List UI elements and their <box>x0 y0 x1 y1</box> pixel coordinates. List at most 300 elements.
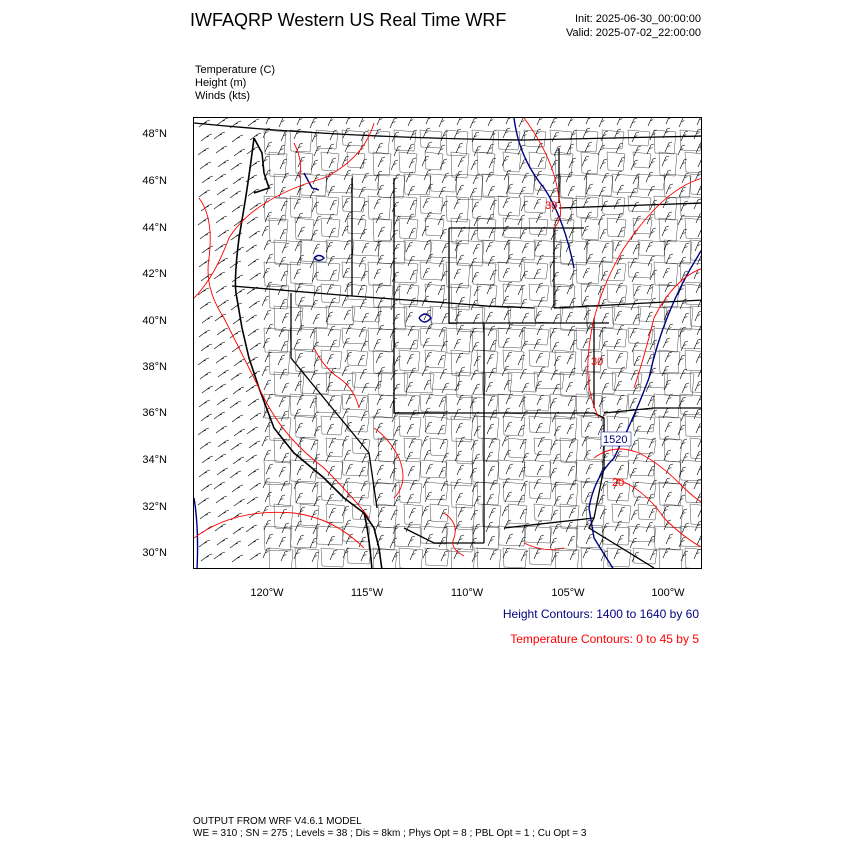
wind-barb <box>522 173 529 183</box>
wind-barb <box>662 436 669 446</box>
wind-barb <box>663 338 670 348</box>
wind-barb <box>550 538 557 548</box>
wind-barb <box>265 492 272 502</box>
wind-barb <box>648 186 655 196</box>
wind-barb <box>490 410 497 420</box>
wind-barb <box>424 380 431 390</box>
wind-barb <box>344 450 351 460</box>
wind-barb <box>345 212 352 222</box>
wind-barb <box>294 339 301 349</box>
wind-barb <box>328 186 335 196</box>
wind-barb <box>343 268 350 278</box>
wind-barb <box>265 352 272 362</box>
county-outline <box>290 196 313 218</box>
county-outline <box>612 174 639 193</box>
county-outline <box>274 372 304 397</box>
county-outline <box>295 416 317 438</box>
wind-barb <box>423 338 430 348</box>
wind-barb <box>232 485 243 492</box>
county-outline <box>420 196 443 214</box>
wind-barb <box>246 385 257 392</box>
wind-barb <box>678 215 685 225</box>
wind-barb <box>408 466 415 476</box>
wind-barb <box>567 494 574 504</box>
wind-barb <box>695 381 702 391</box>
wind-barb <box>630 328 637 338</box>
wind-barb <box>617 325 624 335</box>
wind-barb <box>249 231 260 238</box>
wind-barb <box>200 232 211 239</box>
wind-barb <box>199 400 210 407</box>
wind-barb <box>583 268 590 278</box>
wind-barb <box>502 436 509 446</box>
wind-barb <box>536 353 543 363</box>
wind-barb <box>247 427 258 434</box>
county-outline <box>300 438 318 460</box>
wind-barb <box>358 285 365 295</box>
wind-barb <box>328 466 335 476</box>
wind-barb <box>390 118 397 128</box>
wind-barb <box>567 214 574 224</box>
wind-barb <box>314 146 321 156</box>
wind-barb <box>215 174 226 181</box>
wind-barb <box>602 313 609 323</box>
wind-barb <box>602 243 609 253</box>
wind-barb <box>536 283 543 293</box>
wind-barb <box>678 425 685 435</box>
wind-barb <box>568 326 575 336</box>
wind-barb <box>217 538 228 545</box>
wind-barb <box>585 422 592 432</box>
wind-barb <box>665 352 672 362</box>
wind-barb <box>630 398 637 408</box>
wind-barb <box>696 283 702 293</box>
wind-barb <box>358 495 365 505</box>
wind-barb <box>617 465 624 475</box>
wind-barb <box>233 177 244 184</box>
county-outline <box>264 196 287 221</box>
wind-barb <box>663 198 670 208</box>
wind-barb <box>505 282 512 292</box>
lon-label: 120°W <box>250 587 284 599</box>
wind-barb <box>630 258 637 268</box>
wind-barb <box>406 452 413 462</box>
county-outline <box>290 262 314 284</box>
county-outline <box>524 328 549 345</box>
wind-barb <box>473 454 480 464</box>
wind-barb <box>410 340 417 350</box>
wind-barb <box>486 242 493 252</box>
wind-barb <box>248 399 259 406</box>
county-outline <box>430 438 448 456</box>
wind-barb <box>391 440 398 450</box>
wind-barb <box>329 438 336 448</box>
wind-barb <box>602 383 609 393</box>
wind-barb <box>568 186 575 196</box>
wind-barb <box>266 324 273 334</box>
wind-barb <box>488 466 495 476</box>
wind-barb <box>346 324 353 334</box>
wind-barb <box>585 212 592 222</box>
county-outline <box>534 174 561 191</box>
wind-barb <box>361 551 368 561</box>
wind-barb <box>439 467 446 477</box>
wind-barb <box>377 465 384 475</box>
wind-barb <box>617 535 624 545</box>
county-outline <box>399 482 422 503</box>
county-outline <box>295 548 319 569</box>
county-outline <box>628 196 651 212</box>
wind-barb <box>618 297 625 307</box>
county-outline <box>430 306 459 324</box>
wind-barb <box>681 411 688 421</box>
wind-barb <box>424 520 431 530</box>
wind-barb <box>439 257 446 267</box>
wind-barb <box>346 394 353 404</box>
wind-barb <box>326 382 333 392</box>
wind-barb <box>442 313 449 323</box>
wind-barb <box>697 395 702 405</box>
wind-barb <box>199 540 210 547</box>
county-outline <box>550 460 577 485</box>
county-outline <box>404 438 422 459</box>
wind-barb <box>535 451 542 461</box>
county-outline <box>508 372 538 392</box>
wind-barb <box>265 142 272 152</box>
county-outline <box>477 152 495 175</box>
wind-barb <box>250 553 261 560</box>
wind-barb <box>521 341 528 351</box>
wind-barb <box>410 270 417 280</box>
lon-label: 110°W <box>450 587 484 599</box>
wind-barb <box>282 243 289 253</box>
wind-barb <box>201 134 212 141</box>
wind-barb <box>231 373 242 380</box>
county-outline <box>368 526 396 550</box>
wind-barb <box>327 284 334 294</box>
model-config: WE = 310 ; SN = 275 ; Levels = 38 ; Dis = 8km ; Phys Opt = 8 ; PBL Opt = 1 ; Cu Opt = 3 <box>193 828 587 839</box>
county-outline <box>368 394 394 418</box>
temperature-contours <box>194 118 702 556</box>
county-outline <box>352 240 380 256</box>
wind-barb <box>361 481 368 491</box>
wind-barb <box>458 507 465 517</box>
wind-barb <box>666 184 673 194</box>
wind-barb <box>423 548 430 558</box>
wind-barb <box>198 358 209 365</box>
wind-barb <box>698 157 702 167</box>
wind-barb <box>586 464 593 474</box>
wind-barb <box>602 173 609 183</box>
county-outline <box>680 262 702 283</box>
wind-barb <box>234 149 245 156</box>
wind-barb <box>278 215 285 225</box>
county-boundaries <box>264 130 702 569</box>
wind-barb <box>217 188 228 195</box>
wind-barb <box>488 396 495 406</box>
wind-barb <box>215 454 226 461</box>
wind-barb <box>327 424 334 434</box>
wind-barb <box>616 213 623 223</box>
wind-barb <box>646 172 653 182</box>
county-outline <box>347 548 371 564</box>
wind-barb <box>631 300 638 310</box>
wind-barb <box>248 469 259 476</box>
county-outline <box>586 372 616 394</box>
wind-barb <box>215 314 226 321</box>
wind-barb <box>471 370 478 380</box>
wind-barb <box>280 509 287 519</box>
wind-barb <box>665 282 672 292</box>
wind-barb <box>474 146 481 156</box>
wind-barb <box>378 507 385 517</box>
wind-barb <box>551 510 558 520</box>
wind-barb <box>248 329 259 336</box>
wind-barb <box>682 383 689 393</box>
wind-barb <box>568 396 575 406</box>
wind-barb <box>246 455 257 462</box>
county-outline <box>482 438 500 461</box>
wind-barb <box>343 198 350 208</box>
county-outline <box>685 482 702 503</box>
county-outline <box>503 548 527 568</box>
wind-barb <box>217 398 228 405</box>
lat-label: 30°N <box>142 547 167 559</box>
wind-barb <box>454 339 461 349</box>
wind-barb <box>457 395 464 405</box>
county-outline <box>560 438 578 463</box>
wind-barb <box>698 367 702 377</box>
field-height: Height (m) <box>195 77 247 89</box>
wind-barb <box>201 414 212 421</box>
wind-barb <box>518 355 525 365</box>
county-outline <box>373 284 393 308</box>
wind-barb <box>534 479 541 489</box>
wind-barb <box>374 479 381 489</box>
wind-barb <box>536 143 543 153</box>
wind-barb <box>202 386 213 393</box>
county-outline <box>477 350 498 373</box>
wind-barb <box>519 187 526 197</box>
wind-barb <box>472 202 479 212</box>
county-outline <box>685 416 702 437</box>
wind-barb <box>264 310 271 320</box>
county-outline <box>352 174 379 190</box>
wind-barb <box>616 493 623 503</box>
wind-barb <box>487 424 494 434</box>
wind-barb <box>311 300 318 310</box>
county-outline <box>394 394 420 415</box>
county-outline <box>420 130 442 148</box>
wind-barb <box>487 144 494 154</box>
wind-barb <box>346 464 353 474</box>
county-outline <box>659 482 682 506</box>
wind-barb <box>406 312 413 322</box>
county-outline <box>472 526 500 549</box>
wind-barb <box>438 355 445 365</box>
wind-barb <box>567 424 574 434</box>
wind-barb <box>392 272 399 282</box>
wind-barb <box>314 496 321 506</box>
wind-barb <box>214 132 225 139</box>
county-outline <box>477 482 500 505</box>
wind-barb <box>376 213 383 223</box>
wind-barb <box>679 537 686 547</box>
wind-barb <box>377 395 384 405</box>
wind-barb <box>697 465 702 475</box>
wind-barb <box>648 466 655 476</box>
county-outline <box>368 328 393 352</box>
county-outline <box>420 460 447 478</box>
county-outline <box>602 328 627 347</box>
wind-barb <box>505 142 512 152</box>
wind-barb <box>249 441 260 448</box>
wind-barb <box>694 129 701 139</box>
lat-label: 38°N <box>142 361 167 373</box>
wind-barb <box>602 453 609 463</box>
wind-barb <box>378 227 385 237</box>
wind-barb <box>281 341 288 351</box>
wind-barb <box>216 496 227 503</box>
wind-barb <box>344 310 351 320</box>
wind-barb <box>438 425 445 435</box>
wind-barb <box>631 230 638 240</box>
wind-barb <box>410 480 417 490</box>
wind-barb <box>522 243 529 253</box>
wind-barb <box>664 170 671 180</box>
wind-barb <box>634 216 641 226</box>
wind-barb <box>570 200 577 210</box>
wind-barb <box>246 245 257 252</box>
wind-barb <box>376 353 383 363</box>
county-outline <box>498 526 526 546</box>
wind-barb <box>648 536 655 546</box>
wind-barb <box>618 507 625 517</box>
county-outline <box>300 306 329 328</box>
wind-barb <box>344 520 351 530</box>
wind-barb <box>679 118 686 127</box>
wind-barb <box>374 269 381 279</box>
county-outline <box>638 504 657 520</box>
wind-barb <box>342 506 349 516</box>
wind-barb <box>614 199 621 209</box>
wind-barb <box>233 527 244 534</box>
county-outline <box>524 130 546 147</box>
county-outline <box>477 548 501 569</box>
wind-barb <box>666 118 673 124</box>
wind-barb <box>472 482 479 492</box>
wind-barb <box>600 229 607 239</box>
county-outline <box>654 526 682 550</box>
wind-barb <box>297 118 304 125</box>
wind-barb <box>422 366 429 376</box>
wind-barb <box>650 410 657 420</box>
chart-title: IWFAQRP Western US Real Time WRF <box>190 10 507 30</box>
wind-barb <box>279 397 286 407</box>
wind-barb <box>247 217 258 224</box>
wind-barb <box>230 471 241 478</box>
wind-barb <box>695 311 702 321</box>
wind-barb <box>392 202 399 212</box>
county-outline <box>425 482 448 500</box>
wind-barb <box>233 457 244 464</box>
wind-barb <box>455 521 462 531</box>
wind-barb <box>472 552 479 562</box>
wind-barb <box>630 468 637 478</box>
county-outline <box>690 438 702 459</box>
wind-barb <box>570 410 577 420</box>
wind-barb <box>296 213 303 223</box>
county-outline <box>633 416 655 432</box>
wind-barb <box>536 213 543 223</box>
wind-barb <box>424 450 431 460</box>
wind-barb <box>327 494 334 504</box>
wind-barb <box>681 201 688 211</box>
wind-barb <box>409 438 416 448</box>
wind-barb <box>488 186 495 196</box>
wind-barb <box>439 118 446 127</box>
wind-barb <box>262 296 269 306</box>
wind-barb <box>665 142 672 152</box>
wind-barb <box>538 297 545 307</box>
lat-label: 42°N <box>142 268 167 280</box>
wind-barb <box>278 495 285 505</box>
county-outline <box>399 416 421 437</box>
wind-barb <box>391 510 398 520</box>
wind-barb <box>552 132 559 142</box>
wind-barb <box>537 118 544 125</box>
wind-barb <box>662 506 669 516</box>
wind-barb <box>280 299 287 309</box>
wind-barb <box>599 118 606 127</box>
wind-barb <box>646 522 653 532</box>
wind-barb <box>457 185 464 195</box>
wind-barb <box>216 146 227 153</box>
county-outline <box>685 218 702 239</box>
county-outline <box>560 372 590 397</box>
county-outline <box>342 526 370 542</box>
wind-barb <box>199 190 210 197</box>
coastline <box>235 138 382 569</box>
county-outline <box>326 174 353 193</box>
wind-barb <box>297 535 304 545</box>
wind-barb <box>454 409 461 419</box>
wind-barb <box>503 338 510 348</box>
county-outline <box>534 372 564 389</box>
wind-barb <box>665 492 672 502</box>
wind-barb <box>585 142 592 152</box>
wind-barb <box>329 508 336 518</box>
wind-barb <box>216 216 227 223</box>
wind-barb <box>199 330 210 337</box>
wind-barb <box>697 118 702 125</box>
wind-barb <box>408 536 415 546</box>
wind-barb <box>391 160 398 170</box>
wind-barb <box>298 507 305 517</box>
wind-barb <box>616 353 623 363</box>
wind-barb <box>360 299 367 309</box>
county-outline <box>269 416 291 441</box>
contour-label: 20 <box>612 477 625 489</box>
wind-barb <box>345 352 352 362</box>
wind-barb <box>615 311 622 321</box>
wind-barb <box>473 384 480 394</box>
wind-barb <box>634 146 641 156</box>
wind-barb <box>343 128 350 138</box>
wind-barb <box>328 256 335 266</box>
wind-barb <box>518 495 525 505</box>
wind-barb <box>697 185 702 195</box>
